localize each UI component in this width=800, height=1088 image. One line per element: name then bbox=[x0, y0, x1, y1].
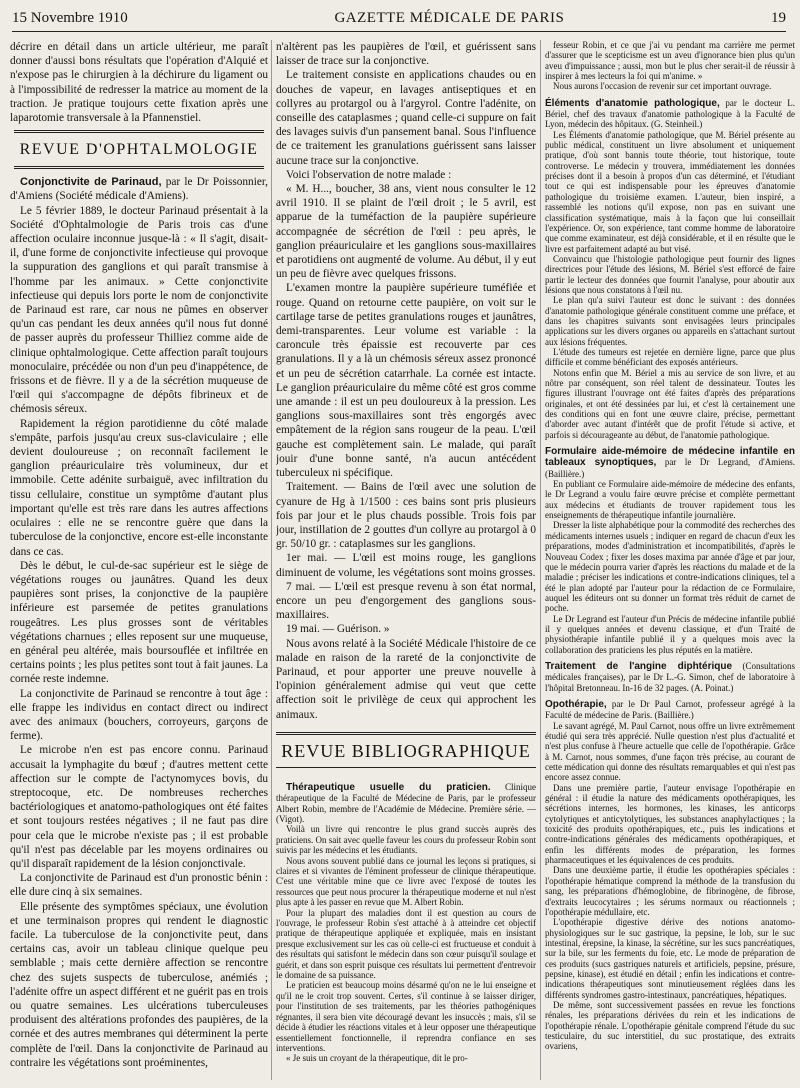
review-heading bbox=[545, 446, 795, 479]
page-header bbox=[12, 6, 786, 32]
review-byline: (Consultations médicales françaises), par le Dr L.-G. Simon, chef de laboratoire à l'hôpital Bretonneau. In-16 de 32 pages. (A. Poinat.) bbox=[545, 660, 795, 693]
paragraph: La conjonctivite de Parinaud se rencontre à tout âge : elle frappe les individus en contact direct ou indirect avec des animaux (bouchers, corroyeurs, garçons de ferme). bbox=[10, 687, 268, 743]
review-heading bbox=[545, 699, 795, 721]
section-heading: REVUE D'OPHTALMOLOGIE bbox=[19, 141, 259, 159]
review-byline: par le docteur L. Bériel, chef des travaux d'anatomie pathologique à la Faculté de Lyon, médecin des hôpitaux. (G. Steinheil.) bbox=[545, 97, 795, 130]
column-rule bbox=[540, 40, 541, 1080]
paragraph: Dans une première partie, l'auteur envisage l'opothérapie en général : il étudie la nature des médicaments opothérapiques, les sécrétions internes, les hormones, les kinases, les anticorps cytolytiques et anticytolytiques, les substances anaphylactiques ; la toxicité des produits opothérapiques, etc., puis les indications et contre-indications générales des médicaments opothérapiques, et enfin les différents modes de préparation, les formes pharmaceutiques et les équivalences de ces produits. bbox=[545, 782, 795, 866]
paragraph: Voilà un livre qui rencontre le plus grand succès auprès des praticiens. On sait avec quelle faveur les cours du professeur Robin sont suivis par les médecins et les étudiants. bbox=[276, 824, 536, 856]
review-byline: par le Dr Legrand, d'Amiens. (Baillière.) bbox=[545, 457, 795, 479]
paragraph: Les Éléments d'anatomie pathologique, que M. Bériel présente au public médical, constituent un livre absolument et uniquement pratique, d'où sont bannis toute théorie, tout historique, toute controverse. Le médecin y trouvera, immédiatement les données précises dont il a besoin à propos d'un cas déterminé, et l'étudiant tout ce qui est indispensable pour les épreuves d'anatomie pathologique du troisième examen. L'auteur, bien inspiré, a rassemblé les notions qu'il expose, non pas en suivant une classification systématique, mais à la façon que lui conseillait l'expérience. Or, son expérience, tant comme homme de laboratoire que comme examinateur, est déjà considérable, et il en résulte que le livre est parfaitement adapté au but visé. bbox=[545, 129, 795, 254]
section-heading-box bbox=[276, 732, 536, 768]
paragraph: Le savant agrégé, M. Paul Carnot, nous offre un livre extrêmement étudié qui sera très apprécié. Nulle question n'est plus d'actualité et n'est plus confuse à l'heure actuelle que celle de l'opothérapie. Grâce à M. Carnot, nous sommes, d'une façon très précise, au courant de cette médication qui donne des résultats remarquables et qui n'est pas encore assez connue. bbox=[545, 720, 795, 783]
paragraph: décrire en détail dans un article ultérieur, me paraît donner d'aussi bons résultats que l'opération d'Alquié et n'expose pas le chirurgien à la déchirure du ligament ou à l'impossibilité de redresser la matrice au moment de la traction. Je pratique toujours cette fixation après une laparotomie transversale à la Pfannenstiel. bbox=[10, 41, 268, 125]
paragraph: De même, sont successivement passées en revue les fonctions rénales, les préparations dérivées du rein et les indications de l'opothérapie rénale. L'opothérapie génitale comprend l'étude du suc testiculaire, du suc interstitiel, du suc prostatique, des extraits ovariens, bbox=[545, 999, 795, 1052]
header-date: 15 Novembre 1910 bbox=[12, 10, 128, 26]
review-heading bbox=[545, 661, 795, 693]
column-left bbox=[10, 40, 268, 1084]
paragraph: Convaincu que l'histologie pathologique peut fournir des lignes directrices pour l'étude des lésions, M. Bériel s'est efforcé de faire partir le lecteur des données que fournit l'analyse, pour aboutir aux lésions que nous constatons à l'œil nu. bbox=[545, 253, 795, 295]
paragraph: Le plan qu'a suivi l'auteur est donc le suivant : des données d'anatomie pathologique générale constituent comme une préface, et dans les chapitres suivants sont envisagées leurs principales applications sur les divers organes ou appareils en s'attachant surtout aux lésions fréquentes. bbox=[545, 295, 795, 347]
review-title: Formulaire aide-mémoire de médecine infantile en tableaux synoptiques, bbox=[545, 446, 795, 469]
paragraph: En publiant ce Formulaire aide-mémoire de médecine des enfants, le Dr Legrand a voulu faire œuvre précise et complète permettant aux médecins et étudiants de trouver rapidement tous les enseignements de thérapeutique infantile journalière. bbox=[545, 479, 795, 521]
review-heading bbox=[545, 98, 795, 130]
paragraph: 19 mai. — Guérison. » bbox=[286, 623, 390, 636]
review-heading bbox=[276, 782, 536, 825]
paragraph: L'étude des tumeurs est rejetée en dernière ligne, parce que plus difficile et comme bénéficiant des exposés antérieurs. bbox=[545, 346, 795, 368]
paragraph: 7 mai. — L'œil est presque revenu à son état normal, encore un peu d'engorgement des ganglions sous-maxillaires. bbox=[276, 580, 536, 622]
paragraph: Le Dr Legrand est l'auteur d'un Précis de médecine infantile publié il y quelques années et devenu classique, et d'un Traité de physiothérapie infantile publié il y a quelques mois avec la collaboration des praticiens les plus réputés en la matière. bbox=[545, 613, 795, 655]
paragraph: Traitement. — Bains de l'œil avec une solution de cyanure de Hg à 1/1500 : ces bains sont pris plusieurs fois par jour et le plus chauds possible. Trois fois par jour, instillation de 2 gouttes d'un collyre au protargol à 0 gr. 50/10 gr. : cataplasmes sur les ganglions. bbox=[276, 481, 536, 551]
paragraph: fesseur Robin, et ce que j'ai vu pendant ma carrière me permet d'assurer que le scepticisme est un aveu d'ignorance bien plus qu'un aveu d'impuissance ; aussi, mon but le plus cher serait-il de réussir à inspirer à mes lecteurs la foi qui m'anime. » bbox=[545, 40, 795, 82]
paragraph: Nous avons relaté à la Société Médicale l'histoire de ce malade en raison de la rareté de la conjonctivite de Parinaud, et pour apporter une preuve nouvelle à l'opinion généralement admise qui veut que cette affection soit le privilège de ceux qui approchent les animaux. bbox=[276, 637, 536, 721]
paragraph: n'altèrent pas les paupières de l'œil, et guérissent sans laisser de trace sur la conjonctive. bbox=[276, 41, 536, 68]
section-heading-box bbox=[14, 130, 264, 169]
review-title: Traitement de l'angine diphtérique bbox=[545, 660, 733, 672]
paragraph: Le microbe n'en est pas encore connu. Parinaud accusait la lymphagite du bœuf ; d'autres mettent cette affection sur le compte de l'actynomyces bovis, du streptocoque, etc. De nombreuses recherches bactériologiques et anatomo-pathologiques ont été faites et sont toujours restées négatives ; il ne faut pas dire pour cela que le microbe n'existe pas ; il est probable qu'il n'est pas décelable par les moyens ordinaires ou qu'il disparaît rapidement de la lésion conjonctivale. bbox=[10, 744, 268, 870]
paragraph: La conjonctivite de Parinaud est d'un pronostic bénin : elle dure cinq à six semaines. bbox=[10, 872, 268, 899]
paragraph: Nous avons souvent publié dans ce journal les leçons si pratiques, si claires et si vivantes de l'éminent professeur de clinique thérapeutique. C'est une véritable mine que ce livre avec l'exposé de toutes les ressources que peut nous procurer la thérapeutique moderne et nul n'est plus apte à les passer en revue que M. Albert Robin. bbox=[276, 855, 536, 908]
paragraph: Dans une deuxième partie, il étudie les opothérapies spéciales : l'opothérapie hématique comprend la méthode de la transfusion du sang, les préparations d'hémoglobine, de fibrinogène, de fibrose, d'extraits leucocytaires ; les sérums normaux ou réactionnels ; l'opothérapie médullaire, etc. bbox=[545, 865, 795, 917]
review-title: Éléments d'anatomie pathologique, bbox=[545, 97, 720, 109]
paragraph: 1er mai. — L'œil est moins rouge, les ganglions diminuent de volume, les végétations sont moins grosses. bbox=[276, 552, 536, 579]
section-heading: REVUE BIBLIOGRAPHIQUE bbox=[281, 740, 531, 761]
article-title: Conjonctivite de Parinaud, bbox=[20, 176, 162, 189]
paragraph: Notons enfin que M. Bériel a mis au service de son livre, et au nôtre par conséquent, son réel talent de dessinateur. Toutes les figures illustrant l'ouvrage ont été faites d'après des préparations originales, et ont été dessinées par lui, et c'est là certainement une des conditions qui en font une œuvre claire, précise, permettant d'aborder avec autant d'intérêt que de profit l'étude si active, et parfois si décourageante au début, de l'anatomie pathologique. bbox=[545, 367, 795, 440]
column-rule bbox=[271, 40, 272, 1080]
paragraph: Le 5 février 1889, le docteur Parinaud présentait à la Société d'Ophtalmologie de Paris trois cas d'une affection oculaire inconnue jusque-là : « Il s'agit, disait-il, d'une forme de conjonctivite infectieuse qui provoque la suppuration des ganglions et qui paraît transmise à l'homme par les animaux. » Cette conjonctivite infectieuse qui depuis lors porte le nom de conjonctivite de Parinaud est rare, car nous ne pûmes en observer qu'un cas pendant les deux années qu'il nous fut donné de passer auprès du professeur Thilliez comme aide de clinique ophtalmologique. Cette affection paraît toujours monoculaire, précédée ou non d'un peu d'inappétence, de frissons et de fièvre. Il y a de la sécrétion muqueuse de l'œil qui s'accompagne de dépôts fibrineux et de chémosis séreux. bbox=[10, 204, 268, 416]
review-byline: par le Dr Paul Carnot, professeur agrégé à la Faculté de médecine de Paris. (Baillière.) bbox=[545, 698, 795, 721]
column-right bbox=[545, 40, 795, 1084]
paragraph: Voici l'observation de notre malade : bbox=[286, 168, 452, 181]
paragraph: Le traitement consiste en applications chaudes ou en douches de vapeur, en lavages antiseptiques et en collyres au protargol ou à l'argyrol. Contre l'adénite, on conseille des cataplasmes ; quand celle-ci suppure on fait des lavages suivis d'un pansement banal. Sous l'influence de ce traitement les granulations guérissent sans laisser aucune trace sur la conjonctive. bbox=[276, 69, 536, 167]
paragraph: Pour la plupart des maladies dont il est question au cours de l'ouvrage, le professeur Robin s'est attaché à à atteindre cet objectif pratique de thérapeutique appliquée et expliquée, mais en insistant presque exclusivement sur les cas où celle-ci est fructueuse et conduit à des résultats qui satisfont le médecin dans son cœur puisqu'il soulage et guérit, et dans son esprit puisque ces résultats lui permettent d'entrevoir le domaine de sa puissance. bbox=[276, 907, 536, 981]
review-block bbox=[276, 782, 536, 1064]
paragraph: Dès le début, le cul-de-sac supérieur est le siège de végétations rouges ou jaunâtres. Quand les deux paupières sont prises, la conjonctive de la paupière inférieure est parsemée de petites granulations rougeâtres. Les plus grosses sont de véritables végétations charnues ; elles reposent sur une muqueuse, en général peu altérée, mais boursouflée et infiltrée en certains points ; les plus petites sont tout à fait jaunes. La cornée reste indemne. bbox=[10, 559, 268, 686]
paragraph: « Je suis un croyant de la thérapeutique, dit le pro- bbox=[286, 1053, 468, 1064]
article-heading bbox=[10, 175, 268, 203]
review-byline: Clinique thérapeutique de la Faculté de Médecine de Paris, par le professeur Albert Robin, membre de l'Académie de Médecine. Première série. — (Vigot). bbox=[276, 781, 536, 824]
review-title: Thérapeutique usuelle du praticien. bbox=[286, 781, 491, 793]
article-byline: par le Dr Poissonnier, d'Amiens (Société médicale d'Amiens). bbox=[10, 176, 268, 203]
paragraph: Dresser la liste alphabétique pour la commodité des recherches des médicaments internes usuels ; indiquer en regard de chacun d'eux les préparations, modes d'administration et incompatibilités, d'après le Nouveau Codex ; fixer les doses maxima par année d'âge et par jour, que le médecin pourra varier d'après les réactions du malade et de la maladie ; préciser les indications et contre-indications cliniques, tel a été le plan adopté par l'auteur pour la rédaction de ce Formulaire, auquel les éditeurs ont su donner un format très réduit de carnet de poche. bbox=[545, 520, 795, 614]
paragraph: L'examen montre la paupière supérieure tuméfiée et rouge. Quand on retourne cette paupière, on voit sur le cartilage tarse de petites granulations rouges et jaunâtres, demi-transparentes. Leur volume est variable : la caroncule très épaissie est recouverte par ces granulations. Il y a là un chémosis séreux assez prononcé et un peu de sécrétion catarrhale. La cornée est intacte. Le ganglion préauriculaire du même côté est gros comme une amande : il est un peu douloureux à la pression. Les ganglions sous-maxillaires sont très engorgés avec empâtement de la région sans rougeur de la peau. L'œil gauche est complètement sain. Le malade, qui paraît jouir d'une bonne santé, n'a aucun antécédent tuberculeux ni spécifique. bbox=[276, 282, 536, 480]
journal-title: GAZETTE MÉDICALE DE PARIS bbox=[334, 10, 565, 26]
paragraph: Rapidement la région parotidienne du côté malade s'empâte, parfois jusqu'au creux sus-claviculaire ; elle devient douloureuse ; on reconnaît facilement le ganglion préauriculaire très volumineux, dur et immobile. Cette adénite surbaiguë, avec infiltration du tissu cellulaire, constitue un symptôme d'autant plus important qu'elle est très rare dans les autres affections oculaires : elle ne se rencontre guère que dans la tuberculose de la conjonctive, encore est-elle inconstante dans ce cas. bbox=[10, 417, 268, 558]
paragraph: « M. H..., boucher, 38 ans, vient nous consulter le 12 avril 1910. Il se plaint de l'œil droit ; le 5 avril, est apparue de la tuméfaction de la paupière supérieure accompagnée de sécrétion de l'œil : peu après, le ganglion préauriculaire et les ganglions sous-maxillaires et parotidiens ont augmenté de volume. Au début, il y eut un peu de fièvre avec quelques frissons. bbox=[276, 183, 536, 281]
column-middle bbox=[276, 40, 536, 1084]
page-number: 19 bbox=[770, 10, 786, 26]
paragraph: Le praticien est beaucoup moins désarmé qu'on ne le lui enseigne et qu'il ne le croit trop souvent. Certes, s'il continue à se laisser diriger, pour l'institution de ses traitements, par les théories pathogéniques régnantes, il sera bien vite découragé devant les insuccès ; mais, s'il se décide à étudier les réactions vitales et à leur opposer une thérapeutique essentiellement fonctionnelle, il reprendra confiance en ses interventions. bbox=[276, 980, 536, 1053]
review-title: Opothérapie, bbox=[545, 698, 607, 710]
paragraph: Elle présente des symptômes spéciaux, une évolution et une terminaison propres qui rendent le diagnostic facile. La tuberculose de la conjonctivite peut, dans certains cas, avoir un tableau clinique quelque peu semblable ; mais cette dernière affection se rencontre chez des sujets suspects de tuberculose, anémiés ; l'adénite offre un aspect différent et ne guérit pas en trois ou quatre semaines. Les ulcérations tuberculeuses produisent des altérations profondes des paupières, de la cornée et des autres membranes qui déterminent la perte complète de l'œil. Dans la conjonctivite de Parinaud au contraire les végétations sont proéminentes, bbox=[10, 900, 268, 1069]
paragraph: Nous aurons l'occasion de revenir sur cet important ouvrage. bbox=[553, 81, 772, 92]
paragraph: L'opothérapie digestive dérive des notions anatomo-physiologiques sur le suc gastrique, la pepsine, le lob, sur le suc intestinal, érepsine, la kinase, la sécrétine, sur les sucs pancréatiques, sur la bile, sur les ferments du foie, etc. Le mode de préparation de ces produits (sucs gastriques naturels et artificiels, pepsine, présure, pepsine, kinase), est étudié en détail ; enfin les indications et contre-indications thérapeutiques sont minutieusement réglées dans les différents syndromes gastro-intestinaux, pancréatiques, hépatiques. bbox=[545, 917, 795, 1000]
